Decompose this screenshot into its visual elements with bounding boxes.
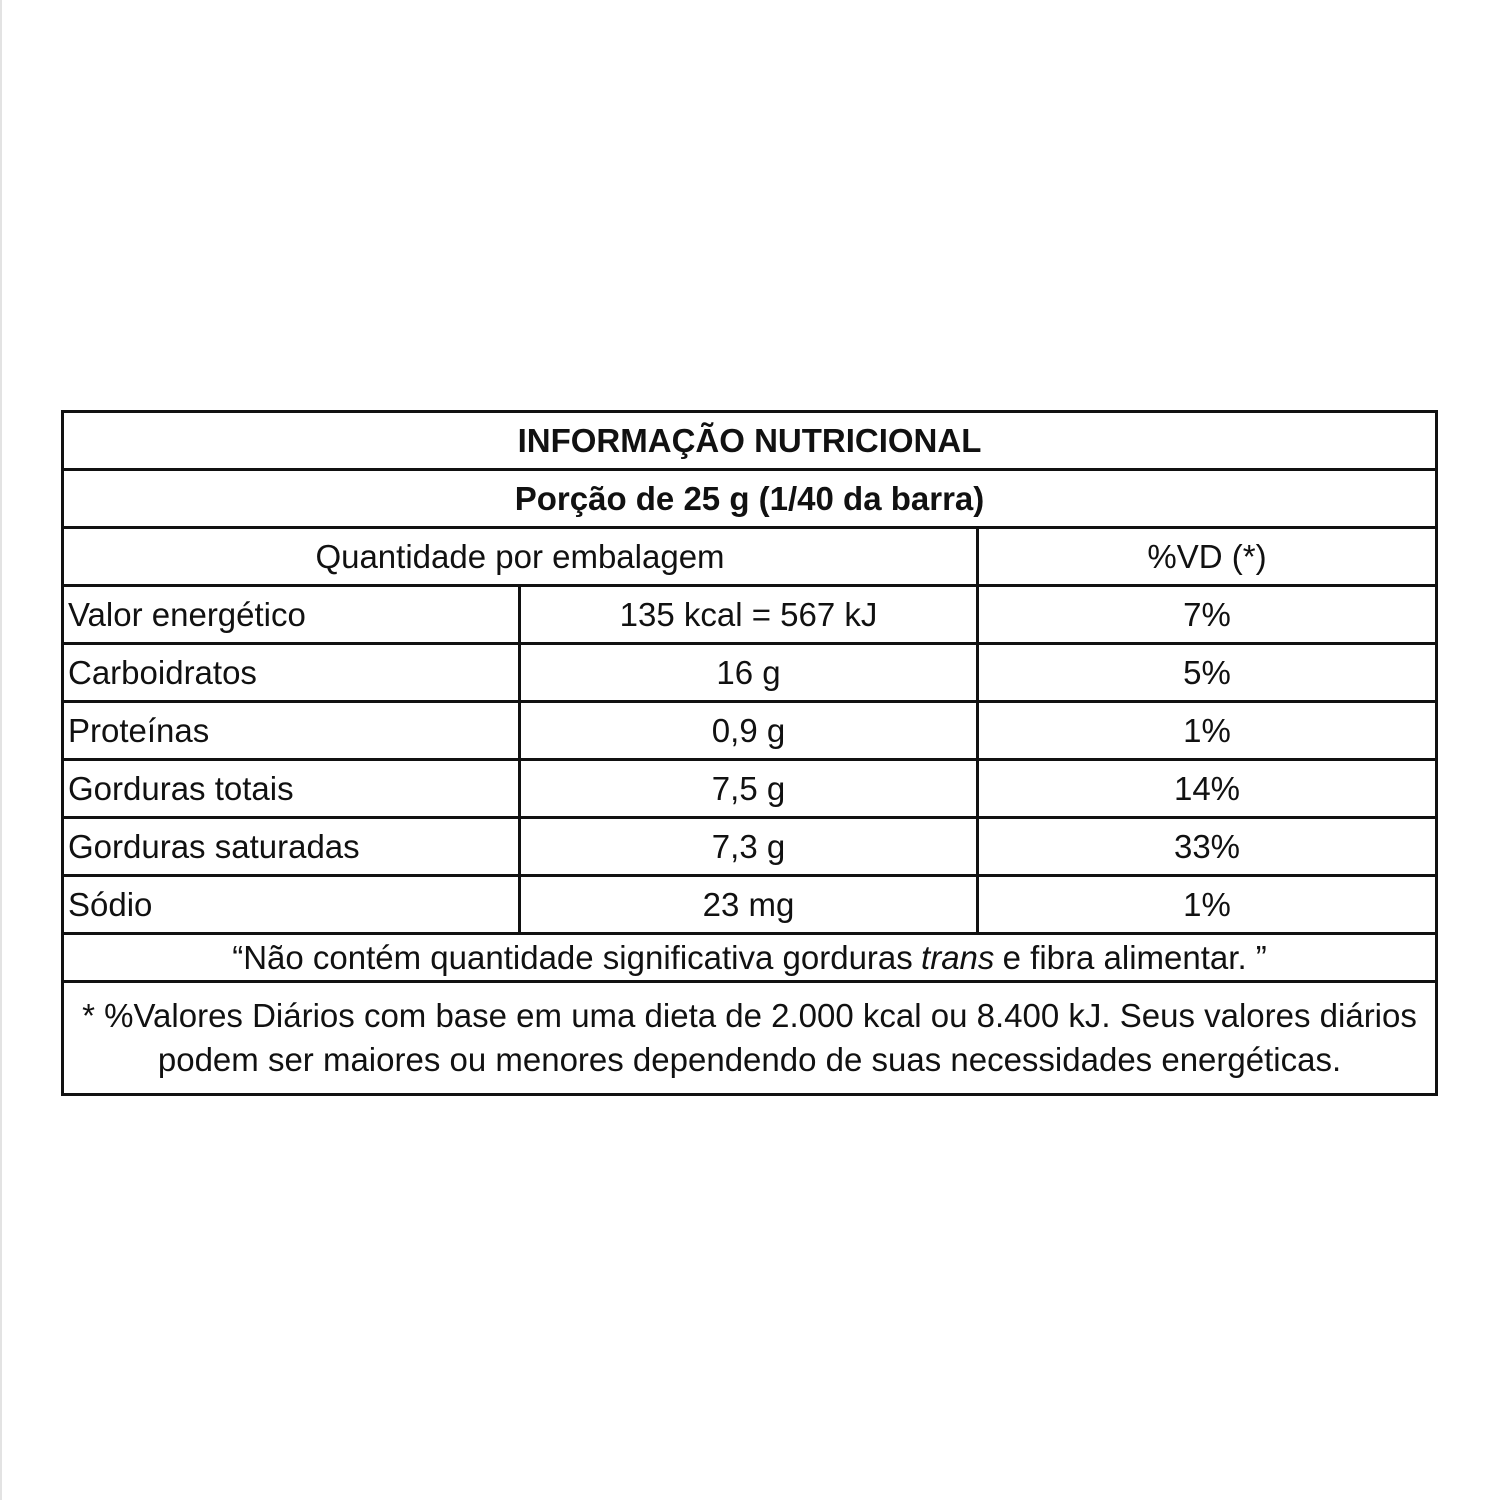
table-row [64, 877, 1435, 935]
nutrient-name: Sódio [64, 877, 521, 932]
footnote-row [64, 983, 1435, 1093]
title-row [64, 413, 1435, 471]
note-text-italic: trans [921, 938, 995, 976]
header-row [64, 529, 1435, 587]
note-text-before: “Não contém quantidade significativa gorduras [232, 938, 913, 976]
nutrient-dv: 33% [1173, 827, 1241, 865]
trans-fat-note-row [64, 935, 1435, 983]
table-row [64, 587, 1435, 645]
nutrient-amount: 0,9 g [521, 703, 979, 758]
nutrient-dv: 5% [1183, 653, 1231, 691]
nutrient-name: Gorduras totais [64, 761, 521, 816]
nutrient-name: Proteínas [64, 703, 521, 758]
nutrient-name: Valor energético [64, 587, 521, 642]
daily-value-header: %VD (*) [1147, 537, 1267, 575]
daily-values-footnote: * %Valores Diários com base em uma dieta de 2.000 kcal ou 8.400 kJ. Seus valores diários podem ser maiores ou menores dependendo de suas necessidades energéticas. [82, 997, 1417, 1078]
table-row [64, 761, 1435, 819]
nutrient-dv: 14% [1173, 769, 1241, 807]
quantity-header: Quantidade por embalagem [64, 529, 979, 584]
nutrient-amount: 7,3 g [521, 819, 979, 874]
trans-fat-note [64, 935, 1435, 980]
nutrient-amount: 7,5 g [521, 761, 979, 816]
nutrient-dv: 1% [1183, 711, 1231, 749]
nutrient-name: Carboidratos [64, 645, 521, 700]
page-edge-line [0, 0, 2, 1500]
nutrient-dv: 7% [1183, 595, 1231, 633]
portion-text: Porção de 25 g (1/40 da barra) [514, 479, 985, 517]
table-row [64, 645, 1435, 703]
nutrition-facts-table [61, 410, 1438, 1096]
nutrient-amount: 23 mg [521, 877, 979, 932]
table-title: INFORMAÇÃO NUTRICIONAL [517, 421, 982, 459]
nutrient-amount: 135 kcal = 567 kJ [521, 587, 979, 642]
nutrient-amount: 16 g [521, 645, 979, 700]
table-row [64, 703, 1435, 761]
portion-row [64, 471, 1435, 529]
nutrient-name: Gorduras saturadas [64, 819, 521, 874]
table-row [64, 819, 1435, 877]
note-text-after: e fibra alimentar. ” [1002, 938, 1267, 976]
nutrient-dv: 1% [1183, 885, 1231, 923]
